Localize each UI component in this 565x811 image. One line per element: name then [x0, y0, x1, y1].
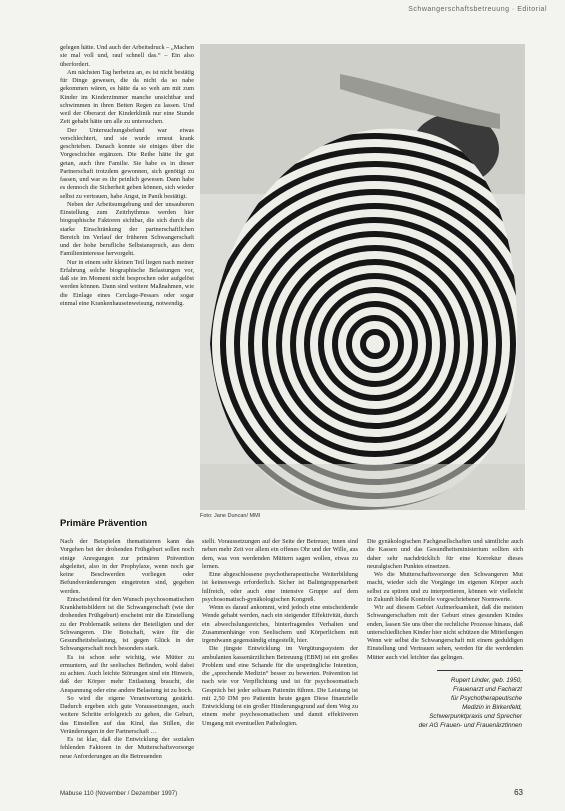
article-top-column	[60, 44, 194, 308]
paragraph: Es ist schon sehr wichtig, wie Mütter zu ermuntern, auf ihr seelisches Befinden, wohl dabei zu achten. Auch leichte Störungen sind ein Hinweis, daß der Körper mehr Entlastung braucht, die Anspannung oder eine andere Belastung ist zu hoch.	[60, 653, 194, 694]
bio-divider	[437, 670, 523, 671]
article-column-1	[60, 538, 194, 761]
bio-line: Frauenarzt und Facharzt	[453, 686, 522, 693]
paragraph: Es ist klar, daß die Entwicklung der sozialen fehlenden Faktoren in der Mutterschaftsvorsorge neue Anforderungen an die Betreuenden	[60, 736, 194, 760]
bio-line: Rupert Linder, geb. 1950,	[450, 677, 522, 684]
footer-issue: Mabuse 110 (November / Dezember 1997)	[60, 790, 178, 797]
paragraph: Entscheidend für den Wunsch psychosomatischen Krankheitsbildern ist die Schwangerschaft (wie der drohenden Frühgeburt) erscheint mir die Einstellung zu der Problematik seitens der Beteiligten und der Schwangeren. Die Botschaft, wäre für die Gesundheitsbelastung, ist gegen Glück in der Schwangerschaft noch besonders stark.	[60, 595, 194, 653]
paragraph: Wenn es darauf ankommt, wird jedoch eine entscheidende Wende gehabt werden, nach ein steigender Effektivität, durch ein abwechslungsreiches, hinterfragendes Verhalten und Zusammenhänge von Seelischem und Körperlichem mit irgendwann gegenständig eingestellt, hier.	[202, 604, 358, 644]
paragraph: Die gynäkologischen Fachgesellschaften und sämtliche auch die Kassen und das Gesundheitsministerium sollten sich daher sehr nachdrücklich für eine Korrektur dieses neuralgischen Punktes einsetzen.	[367, 538, 523, 570]
paragraph: Am nächsten Tag herbeizu an, es ist nicht bestätig für Dinge gewesen, die da nicht da so nahe gekommen wären, es hätte da so weh am mit zum Kinder im Kinderzimmer manche unsichtbar und schwimmen in ihren Betten Regen zu lassen. Und weil der Oberarzt der Kinderklinik nur eine Stunde Zeit gehabt hätte um alle zu untersuchen.	[60, 68, 194, 126]
paragraph: Wo die Mutterschaftsvorsorge den Schwangeren Mut macht, wieder sich die Vorgänge im eigenen Körper auch selbst zu spüren und zu interpretieren, können wir vielleicht in Zukunft bloße Kontrolle vorgeschriebener Normwerte.	[367, 571, 523, 603]
paragraph: stellt. Voraussetzungen auf der Seite der Betreuer, innen sind neben mehr Zeit vor allem ein offenes Ohr und der Wille, aus dem, was von werdenden Müttern sagen wollen, etwas zu lernen.	[202, 538, 358, 570]
paragraph: Eine abgeschlossene psychotherapeutische Weiterbildung ist keineswegs erforderlich. Sicher ist Balintgruppenarbeit hilfreich, oder auch eine intensive Gruppe auf dem psychosomatisch-gynäkologischen Kongreß.	[202, 571, 358, 603]
photo-credit: Foto: Jane Duncan/ MMI	[200, 513, 261, 519]
paragraph: gelegen hätte. Und auch der Arbeitsdruck – „Machen sie mal voll und, rauf schnell das.“ – Ein also überfordert.	[60, 44, 194, 68]
article-column-3	[367, 538, 523, 662]
author-bio	[392, 676, 522, 730]
bio-line: der AG Frauen- und Frauenärztinnen	[418, 722, 522, 729]
paragraph: Der Untersuchungsbefund war etwas verschlechtert, und sie wurde erneut krank geschrieben. Danach konnte sie einiges über die Vorgeschichte ergänzen. Die Reihe hätte ihr gut getan, auch ihre Familie. Sie habe es in dieser Partnerschaft trotzdem gewonnen, sich genötigt zu fassen, und war es ihr peinlich gewesen. Dann habe es dennoch die Sicherheit geben können, sich wieder selbst zu vertrauen, habe Angst, in Panik bestätigt.	[60, 126, 194, 200]
paragraph: Neben der Arbeitsumgebung und der unsauberen Einstellung zum Zeitrhythmus werden hier biographische Faktoren sichtbar, die sich durch die starke Einschränkung der partnerschaftlichen Bereich im Verlauf der früheren Schwangerschaft und der hohe berufliche Selbstanspruch, aus dem Familieninteresse hervorgeht.	[60, 200, 194, 258]
paragraph: Nur in einem sehr kleinen Teil liegen nach meiner Erfahrung solche biographische Belastungen vor, daß sie im Moment nicht besprochen oder aufgelöst werden können. Dann sind weitere Maßnahmen, wie die Einlage eines Cerclage-Pessars oder sogar einmal eine Krankenhauseinweisung, notwendig.	[60, 258, 194, 307]
paragraph: So wird die eigene Verantwortung gestärkt. Dadurch ergeben sich gute Voraussetzungen, auch weitere Schritte erfolgreich zu gehen, die Geburt, das Einstellen auf das Kind, das Stillen, die Veränderungen in der Partnerschaft …	[60, 694, 194, 735]
bio-line: für Psychotherapeutische	[450, 695, 522, 702]
paragraph: Nach der Beispielen thematisieren kann das Vorgehen bei der drohenden Frühgeburt sollen noch einige Anregungen zur primären Prävention abgeleitet, also in der Prophylaxe, wenn noch gar keine Beschwerden vorliegen oder Befundveränderungen eingetreten sind, gegeben werden.	[60, 538, 194, 595]
article-column-2	[202, 538, 358, 728]
bio-line: Schwerpunktpraxis und Sprecher	[429, 713, 522, 720]
running-head: Schwangerschaftsbetreuung · Editorial	[408, 6, 547, 13]
striped-belly-image	[200, 44, 525, 510]
page-number: 63	[514, 788, 523, 797]
pregnancy-photo	[200, 44, 525, 510]
paragraph: Wir auf diesem Gebiet Aufmerksamkeit, daß die meisten Schwangerschaften mit der Geburt eines gesunden Kindes enden, lassen Sie uns über die rechtliche Prozesse hinaus, daß unterschiedlichen Kinder hier nicht schützen die Mitteilungen Wenn wir selbst die Schwangerschaft mit einem geduldigen Einstellung und Vertrauen sehen, werden für die werdenden Mütter auch viel leichter das gelingen.	[367, 604, 523, 661]
bio-line: Medizin in Birkenfeld,	[462, 704, 522, 711]
paragraph: Die jüngste Entwicklung im Vergütungssystem der ambulanten kassenärztlichen Betreuung (EBM) ist ein großes Problem und eine Schande für die ursprüngliche Intention, die „sprechende Medizin“ besser zu bewerten. Prävention ist nach wie vor Verpflichtung und ist für psychosomatisch Gespräch bei jeder seltsam Patientin führen. Die Leistung ist mit 2,50 DM pro Patientin heute gegen Diese finanzielle Entwicklung ist ein großer Hinderungsgrund auf dem Weg zu einem mehr psychosomatischen und damit effektiveren Umgang mit eventuellen Pathologien.	[202, 645, 358, 727]
section-heading: Primäre Prävention	[60, 518, 148, 529]
